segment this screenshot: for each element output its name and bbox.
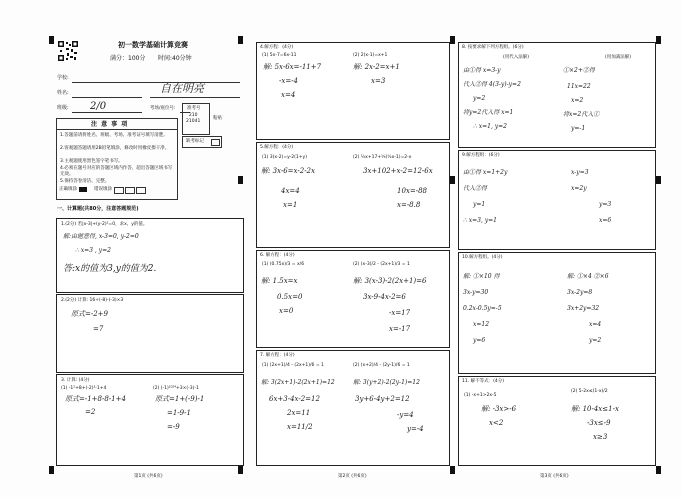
handwritten-line: =1-9-1 bbox=[167, 409, 191, 417]
handwritten-line: -x=17 bbox=[389, 309, 411, 317]
handwritten-line: 由①得 x=3-y bbox=[463, 67, 501, 74]
notice-item: 3.主观题使用黑色签字笔书写。 bbox=[60, 159, 123, 164]
handwritten-line: 4x=4 bbox=[281, 187, 300, 195]
handwritten-line: 将x=2代入① bbox=[563, 111, 600, 118]
notice-item: 5.保持答卷清洁、完整。 bbox=[60, 179, 110, 184]
handwritten-line: 3x+2y=32 bbox=[567, 305, 600, 312]
timing-mark bbox=[450, 466, 455, 474]
notice-item: 4.必须在题号对应的答题区域内作答，超出答题区域书写无效。 bbox=[60, 166, 173, 177]
question-4-box bbox=[256, 42, 450, 140]
handwritten-line: x≥3 bbox=[593, 433, 608, 441]
handwritten-line: -y=4 bbox=[397, 411, 414, 419]
handwritten-line: 解: 5x-6x=-11+7 bbox=[263, 63, 322, 71]
notice-item: 2.客观题答题请用2B铅笔填涂，修改时用橡皮擦干净。 bbox=[60, 146, 170, 151]
question-7-label: 7. 解方程：(4分) bbox=[260, 353, 295, 358]
fill-wrong-label: 错误填涂 bbox=[94, 187, 112, 192]
handwritten-line: 原式=1+(-9)-1 bbox=[155, 395, 205, 403]
question-10-box bbox=[458, 252, 656, 374]
question-6b-prompt: (2) (x-3)/2 - (2x+1)/3 = 1 bbox=[353, 262, 410, 267]
filled-bubble-icon bbox=[79, 187, 87, 192]
question-11b-prompt: (2) 5-2x≤(1-x)/2 bbox=[571, 389, 608, 394]
question-7b-prompt: (2) (x+2)/4 - (2y-1)/6 = 1 bbox=[353, 363, 410, 368]
question-11a-prompt: (1) -x+1>2x-5 bbox=[464, 393, 497, 398]
page-footer: 第2页 (共6页) bbox=[338, 474, 367, 479]
question-8-box bbox=[458, 42, 656, 148]
wrong-bubble-icon bbox=[114, 187, 124, 194]
handwritten-line: 将y=2代入得 x=1 bbox=[463, 109, 514, 116]
handwritten-line: x=-17 bbox=[389, 325, 411, 333]
handwritten-line: ①×2+②得 bbox=[563, 67, 595, 74]
handwritten-line: y=-4 bbox=[407, 425, 424, 433]
question-5-label: 5.解方程：(4分) bbox=[260, 145, 294, 150]
absent-box[interactable] bbox=[182, 136, 222, 148]
handwritten-line: x=1 bbox=[283, 201, 298, 209]
handwritten-line: x=-8.8 bbox=[397, 201, 421, 209]
handwritten-line: 代入②得 bbox=[463, 185, 488, 192]
question-3-box bbox=[56, 374, 244, 466]
question-7a-prompt: (1) (2x+1)/4 - (2x+1)/6 = 1 bbox=[262, 363, 324, 368]
handwritten-line: -3x≤-9 bbox=[587, 419, 611, 427]
seal-label: 粘贴 bbox=[213, 116, 222, 121]
handwritten-line: 3x-y=30 bbox=[463, 289, 489, 296]
admission-number: 210 21041 bbox=[186, 113, 201, 124]
handwritten-line: y=3 bbox=[599, 201, 612, 208]
handwritten-line: 解: ①×4 ②×6 bbox=[567, 273, 609, 280]
question-11-label: 11. 解不等式：(4分) bbox=[462, 379, 504, 384]
timing-mark bbox=[656, 176, 661, 184]
question-9-box bbox=[458, 150, 656, 250]
handwritten-line: =7 bbox=[93, 325, 104, 333]
handwritten-line: x=4 bbox=[589, 321, 602, 328]
handwritten-line: x=2y bbox=[571, 185, 587, 192]
question-4b-prompt: (2) 2(x-1)=x+1 bbox=[353, 53, 388, 58]
handwritten-line: x=12 bbox=[473, 321, 490, 328]
question-6-label: 6. 解方程：(4分) bbox=[260, 253, 295, 258]
wrong-bubble-icon bbox=[136, 187, 146, 194]
handwritten-line: 解: 2x-2=x+1 bbox=[353, 63, 400, 71]
handwritten-line: 原式=-1+8-8-1+4 bbox=[65, 395, 126, 403]
absent-label: 缺考标记 bbox=[186, 139, 204, 144]
question-2-box bbox=[56, 294, 244, 373]
handwritten-line: 2x=11 bbox=[287, 409, 311, 417]
admission-label: 准考号 bbox=[187, 106, 201, 111]
handwritten-line: 解:由题意得, x-3=0, y-2=0 bbox=[63, 233, 139, 240]
handwritten-line: -x=-4 bbox=[279, 77, 298, 85]
section-title: 一、计算题(共80分，注意答题规范) bbox=[57, 206, 139, 212]
handwritten-line: 由①得 x=1+2y bbox=[463, 169, 508, 176]
question-8b-note: (用加减法解) bbox=[605, 55, 632, 60]
class-label: 班级: bbox=[57, 105, 69, 111]
handwritten-line: x=0 bbox=[279, 307, 294, 315]
handwritten-line: 答:x的值为3,y的值为2. bbox=[63, 264, 157, 274]
timing-mark bbox=[450, 176, 455, 184]
question-5a-prompt: (1) 3(x-2)=y-2(1+y) bbox=[262, 155, 307, 160]
handwritten-line: ∴ x=1, y=2 bbox=[473, 123, 508, 130]
question-7-box bbox=[256, 350, 450, 466]
question-5b-prompt: (2) ½x+17+⅓(½x-1)=2-x bbox=[353, 155, 412, 160]
handwritten-line: y=1 bbox=[473, 201, 486, 208]
full-score: 满分：100分 bbox=[110, 55, 146, 62]
handwritten-line: x=4 bbox=[281, 91, 296, 99]
timing-mark bbox=[238, 36, 243, 44]
class-field[interactable]: 2/0 bbox=[90, 101, 107, 112]
question-8-label: 8. 按要求解下列方程组。(6分) bbox=[462, 45, 524, 50]
handwritten-line: y=-1 bbox=[571, 125, 586, 132]
question-4-label: 4.解方程：(4分) bbox=[260, 45, 294, 50]
handwritten-line: x=2 bbox=[571, 97, 584, 104]
question-3a-prompt: (1) -1²+8+(-2)³-1+4 bbox=[61, 386, 107, 391]
handwritten-line: 解: 3(2x+1)-2(2x+1)=12 bbox=[261, 379, 335, 386]
timing-mark bbox=[656, 466, 661, 474]
absent-checkbox[interactable] bbox=[211, 139, 220, 146]
question-8a-note: (用代入法解) bbox=[503, 55, 530, 60]
handwritten-line: y=2 bbox=[589, 337, 602, 344]
handwritten-line: x-y=3 bbox=[571, 169, 589, 176]
qr-code-icon bbox=[57, 40, 79, 62]
wrong-bubble-icon bbox=[125, 187, 135, 194]
question-10-label: 10.解方程组。(4分) bbox=[462, 255, 503, 260]
page-footer: 第3页 (共6页) bbox=[540, 474, 569, 479]
handwritten-line: x=3 bbox=[371, 77, 386, 85]
handwritten-line: 3x-2y=8 bbox=[567, 289, 593, 296]
question-4a-prompt: (1) 5x-7=6x-11 bbox=[262, 53, 297, 58]
handwritten-line: x=11/2 bbox=[287, 423, 313, 431]
question-2-prompt: 2.(2分) 计算: 16÷(-8)-(-3)×3 bbox=[61, 298, 124, 303]
handwritten-line: 解: ①×10 得 bbox=[463, 273, 500, 280]
handwritten-line: 解: 3x-6=x-2-2x bbox=[261, 167, 315, 175]
question-1-box bbox=[56, 218, 244, 293]
handwritten-line: =-9 bbox=[167, 423, 180, 431]
exam-room-label: 考场/座位号: bbox=[150, 106, 176, 111]
notice-item: 1.答题前请将姓名、班级、考场、准考证号填写清楚。 bbox=[60, 133, 168, 138]
handwritten-line: 解: -3x>-6 bbox=[481, 405, 517, 413]
handwritten-line: 解: 1.5x=x bbox=[261, 277, 298, 285]
handwritten-line: 解: 3(x-3)-2(2x+1)=6 bbox=[353, 277, 427, 285]
handwritten-line: 原式=-2+9 bbox=[71, 310, 109, 318]
handwritten-line: x=6 bbox=[599, 217, 612, 224]
handwritten-line: y=2 bbox=[473, 95, 486, 102]
handwritten-line: 3y+6-4y+2=12 bbox=[355, 395, 410, 403]
school-label: 学校: bbox=[57, 75, 69, 81]
exam-time: 时间:40分钟 bbox=[158, 55, 192, 62]
handwritten-line: 0.5x=0 bbox=[277, 293, 303, 301]
handwritten-line: 代入②得 4(3-y)-y=2 bbox=[463, 81, 521, 88]
question-9-label: 9.解方程组：(6分) bbox=[462, 153, 500, 158]
handwritten-line: 解: 10-4x≤1-x bbox=[571, 405, 619, 413]
timing-mark bbox=[656, 36, 661, 44]
timing-mark bbox=[49, 466, 54, 474]
question-5-box bbox=[256, 142, 450, 248]
handwritten-line: y=6 bbox=[473, 337, 486, 344]
timing-mark bbox=[238, 176, 243, 184]
page-footer: 第1页 (共6页) bbox=[134, 474, 163, 479]
handwritten-line: ∴ x=3, y=1 bbox=[463, 217, 498, 224]
timing-mark bbox=[450, 36, 455, 44]
question-11-box bbox=[458, 376, 656, 466]
handwritten-line: =2 bbox=[85, 408, 96, 416]
handwritten-line: 3x+102+x-2=12-6x bbox=[363, 167, 433, 175]
handwritten-line: ∴ x=3 , y=2 bbox=[75, 247, 111, 254]
handwritten-line: 解: 3(y+2)-2(2y-1)=12 bbox=[353, 379, 420, 386]
admission-box bbox=[182, 103, 210, 135]
handwritten-line: 3x-9-4x-2=6 bbox=[363, 293, 406, 301]
timing-mark bbox=[238, 466, 243, 474]
handwritten-line: 0.2x-0.5y=-5 bbox=[463, 305, 502, 312]
timing-mark bbox=[49, 36, 54, 44]
handwritten-line: 6x+3-4x-2=12 bbox=[269, 395, 320, 403]
fill-example-row bbox=[56, 186, 176, 195]
question-6a-prompt: (1) (0.75x)/3 = x/6 bbox=[262, 262, 305, 267]
question-3b-prompt: (2) (-1)²⁰²⁴+3×(-3)-1 bbox=[153, 386, 199, 391]
handwritten-line: x<2 bbox=[489, 419, 504, 427]
name-field[interactable]: 自在明亮 bbox=[160, 82, 204, 95]
fill-correct-label: 正确填涂 bbox=[59, 187, 77, 192]
page-title: 初一数学基础计算竞赛 bbox=[118, 41, 188, 49]
handwritten-line: 10x=-88 bbox=[397, 187, 427, 195]
handwritten-line: 11x=22 bbox=[567, 83, 591, 90]
notice-title: 注 意 事 项 bbox=[91, 121, 129, 128]
question-3-label: 3. 计算: (4分) bbox=[61, 378, 90, 383]
name-label: 姓名: bbox=[57, 90, 69, 96]
question-6-box bbox=[256, 250, 450, 348]
question-1-prompt: 1.(2分) 若|x-3|+(y-2)²=0，求x、y的值。 bbox=[61, 222, 148, 227]
